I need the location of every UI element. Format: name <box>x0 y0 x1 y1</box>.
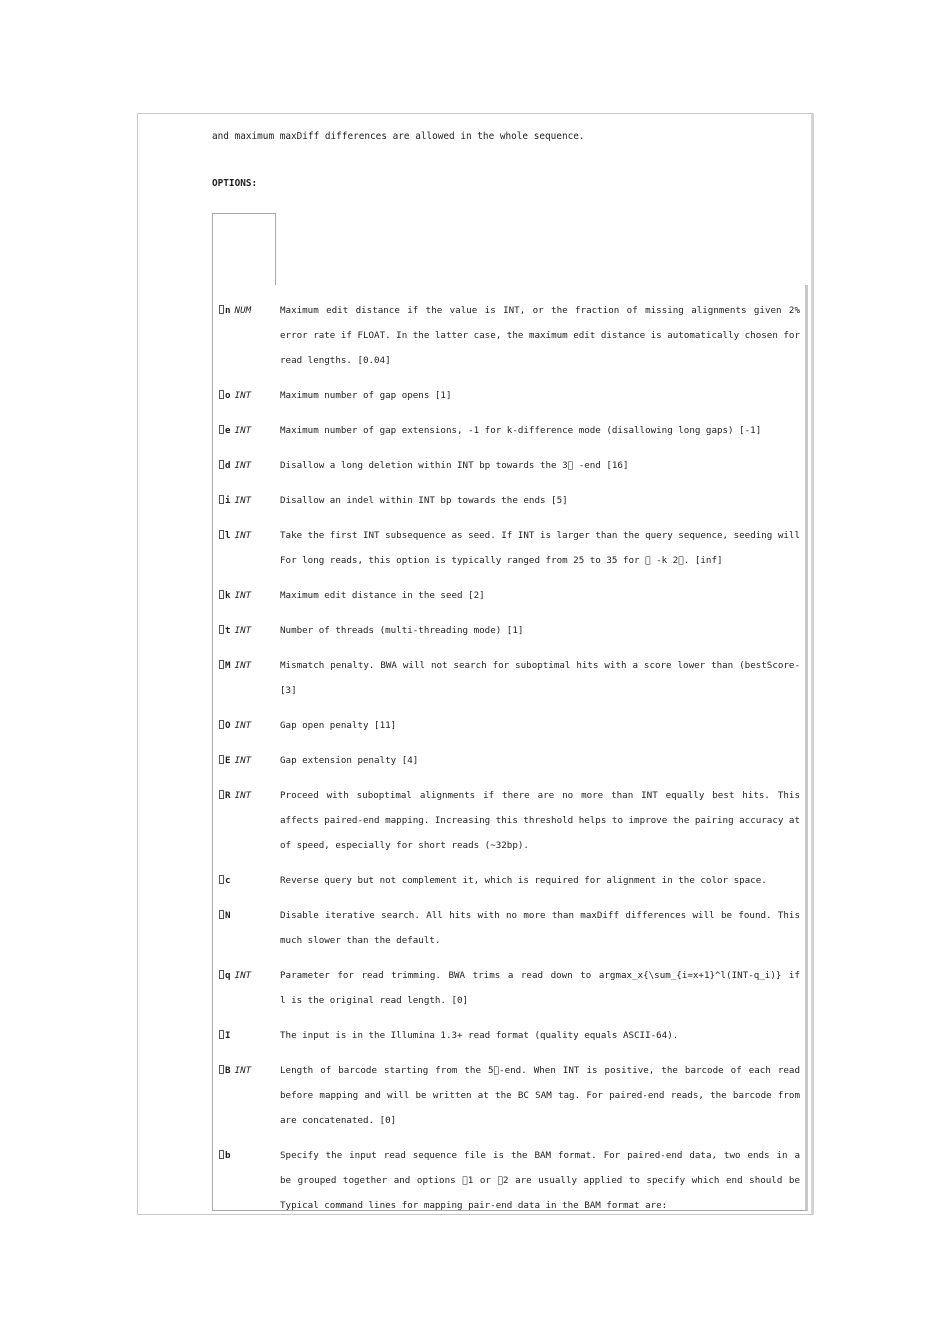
description-line: [3] <box>280 685 297 696</box>
option-letter: k <box>225 590 231 601</box>
option-flag <box>219 1143 277 1168</box>
description-line: are concatenated. [0] <box>280 1115 397 1126</box>
option-letter: I <box>225 1030 231 1041</box>
option-flag <box>219 523 277 548</box>
option-argument: INT <box>234 460 252 471</box>
option-letter: O <box>225 720 231 731</box>
description-line: Proceed with suboptimal alignments if there are no more than INT equally best hits. This <box>280 790 800 801</box>
missing-glyph-icon <box>219 790 224 799</box>
option-flag <box>219 713 277 738</box>
option-argument: INT <box>234 1065 252 1076</box>
option-letter: e <box>225 425 231 436</box>
missing-glyph-icon <box>219 1065 224 1074</box>
description-line: Parameter for read trimming. BWA trims a read down to argmax_x{\sum_{i=x+1}^l(INT-q_i)} if <box>280 970 800 981</box>
option-letter: o <box>225 390 231 401</box>
description-line: Maximum number of gap opens [1] <box>280 390 452 401</box>
option-letter: q <box>225 970 231 981</box>
option-flag <box>219 488 277 513</box>
option-letter: l <box>225 530 231 541</box>
option-description <box>280 488 800 513</box>
description-line: before mapping and will be written at the BC SAM tag. For paired-end reads, the barcode from <box>280 1090 800 1101</box>
missing-glyph-icon <box>219 755 224 764</box>
missing-glyph-icon <box>219 495 224 504</box>
option-argument: INT <box>234 530 252 541</box>
description-line: Disallow a long deletion within INT bp towards the 3  -end [16] <box>280 460 629 471</box>
description-line: be grouped together and options  1 or  2 are usually applied to specify which end should be <box>280 1175 800 1186</box>
description-line: of speed, especially for short reads (~32bp). <box>280 840 529 851</box>
option-flag <box>219 653 277 678</box>
option-description <box>280 383 800 408</box>
option-description <box>280 583 800 608</box>
description-line: The input is in the Illumina 1.3+ read format (quality equals ASCII-64). <box>280 1030 679 1041</box>
intro-line: and maximum maxDiff differences are allowed in the whole sequence. <box>212 131 585 142</box>
option-flag <box>219 383 277 408</box>
option-flag <box>219 748 277 773</box>
option-description <box>280 783 800 858</box>
option-letter: c <box>225 875 231 886</box>
description-line: much slower than the default. <box>280 935 441 946</box>
missing-glyph-icon <box>219 910 224 919</box>
option-description <box>280 453 800 478</box>
option-letter: B <box>225 1065 231 1076</box>
missing-glyph-icon <box>219 1030 224 1039</box>
option-letter: t <box>225 625 231 636</box>
option-letter: N <box>225 910 231 921</box>
option-argument: INT <box>234 625 252 636</box>
option-description <box>280 903 800 953</box>
option-flag <box>219 298 277 323</box>
missing-glyph-icon <box>219 425 224 434</box>
option-flag <box>219 903 277 928</box>
option-flag <box>219 418 277 443</box>
option-argument: NUM <box>234 305 252 316</box>
option-argument: INT <box>234 495 252 506</box>
description-line: Number of threads (multi-threading mode) [1] <box>280 625 524 636</box>
option-argument: INT <box>234 660 252 671</box>
description-line: Reverse query but not complement it, which is required for alignment in the color space. <box>280 875 767 886</box>
missing-glyph-icon <box>219 530 224 539</box>
option-letter: d <box>225 460 231 471</box>
description-line: Maximum edit distance in the seed [2] <box>280 590 485 601</box>
option-flag <box>219 618 277 643</box>
option-letter: M <box>225 660 231 671</box>
description-line: l is the original read length. [0] <box>280 995 469 1006</box>
missing-glyph-icon <box>219 660 224 669</box>
option-argument: INT <box>234 390 252 401</box>
description-line: error rate if FLOAT. In the latter case, the maximum edit distance is automatically chosen for <box>280 330 800 341</box>
option-letter: E <box>225 755 231 766</box>
table-header-cell <box>212 213 276 285</box>
description-line: read lengths. [0.04] <box>280 355 391 366</box>
option-letter: b <box>225 1150 231 1161</box>
missing-glyph-icon <box>219 970 224 979</box>
option-description <box>280 618 800 643</box>
option-flag <box>219 453 277 478</box>
option-argument: INT <box>234 755 252 766</box>
option-description <box>280 523 800 573</box>
missing-glyph-icon <box>219 1150 224 1159</box>
description-line: Maximum number of gap extensions, -1 for k-difference mode (disallowing long gaps) [-1] <box>280 425 762 436</box>
option-flag <box>219 1023 277 1048</box>
option-description <box>280 653 800 703</box>
option-argument: INT <box>234 720 252 731</box>
missing-glyph-icon <box>219 720 224 729</box>
option-description <box>280 1143 800 1218</box>
option-flag <box>219 963 277 988</box>
options-heading: OPTIONS: <box>212 178 258 189</box>
option-description <box>280 748 800 773</box>
option-flag <box>219 1058 277 1083</box>
option-description <box>280 963 800 1013</box>
description-line: Disable iterative search. All hits with no more than maxDiff differences will be found. This <box>280 910 800 921</box>
description-line: Specify the input read sequence file is the BAM format. For paired-end data, two ends in a <box>280 1150 800 1161</box>
missing-glyph-icon <box>219 590 224 599</box>
missing-glyph-icon <box>219 625 224 634</box>
option-flag <box>219 583 277 608</box>
description-line: affects paired-end mapping. Increasing this threshold helps to improve the pairing accuracy at <box>280 815 800 826</box>
missing-glyph-icon <box>219 305 224 314</box>
option-flag <box>219 783 277 808</box>
option-description <box>280 298 800 373</box>
option-letter: n <box>225 305 231 316</box>
option-letter: i <box>225 495 231 506</box>
option-argument: INT <box>234 790 252 801</box>
description-line: Gap open penalty [11] <box>280 720 397 731</box>
description-line: Typical command lines for mapping pair-end data in the BAM format are: <box>280 1200 668 1211</box>
description-line: Length of barcode starting from the 5 -end. When INT is positive, the barcode of each read <box>280 1065 800 1076</box>
option-argument: INT <box>234 590 252 601</box>
option-argument: INT <box>234 425 252 436</box>
option-description <box>280 1023 800 1048</box>
option-flag <box>219 868 277 893</box>
missing-glyph-icon <box>219 390 224 399</box>
description-line: Gap extension penalty [4] <box>280 755 419 766</box>
option-letter: R <box>225 790 231 801</box>
missing-glyph-icon <box>219 460 224 469</box>
option-description <box>280 713 800 738</box>
description-line: Take the first INT subsequence as seed. If INT is larger than the query sequence, seeding will <box>280 530 800 541</box>
option-argument: INT <box>234 970 252 981</box>
description-line: Mismatch penalty. BWA will not search for suboptimal hits with a score lower than (bestScore- <box>280 660 800 671</box>
description-line: Maximum edit distance if the value is INT, or the fraction of missing alignments given 2% <box>280 305 800 316</box>
description-line: For long reads, this option is typically ranged from 25 to 35 for   -k 2 . [inf] <box>280 555 723 566</box>
option-description <box>280 418 800 443</box>
missing-glyph-icon <box>219 875 224 884</box>
option-description <box>280 868 800 893</box>
option-description <box>280 1058 800 1133</box>
description-line: Disallow an indel within INT bp towards the ends [5] <box>280 495 568 506</box>
